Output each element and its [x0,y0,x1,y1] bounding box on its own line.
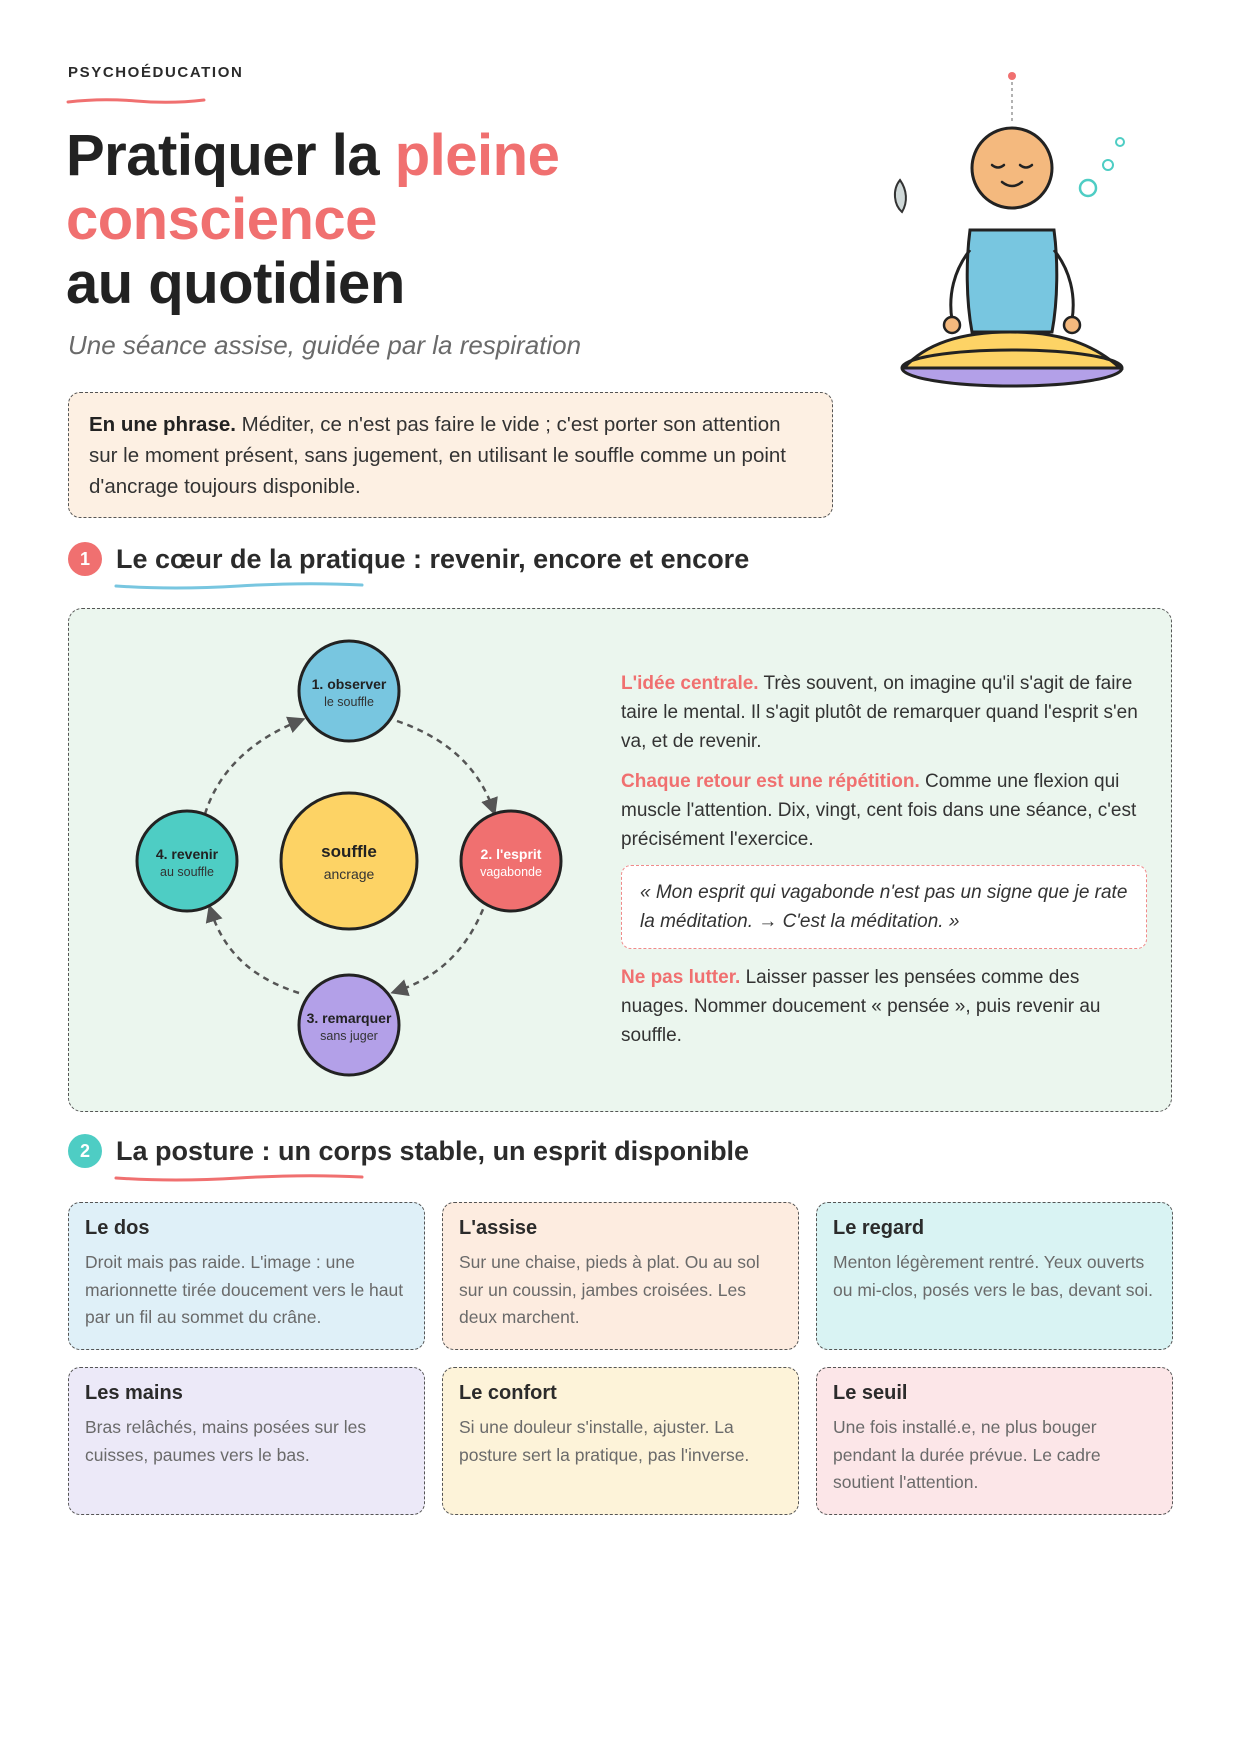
title-part1: Pratiquer la [66,123,395,188]
posture-card-hands [68,1367,425,1515]
paragraph-no-struggle [621,963,1147,1050]
section-1-title: Le cœur de la pratique : revenir, encore et encore [116,543,750,574]
card-text: Menton légèrement rentré. Yeux ouverts ou mi-clos, posés vers le bas, devant soi. [833,1252,1154,1300]
cycle-center-node [281,793,417,929]
title-accent1: pleine [394,123,560,188]
card-title: Le confort [459,1382,557,1404]
cycle-step-1-title: 1. observer [311,676,387,692]
cycle-step-2-sub: vagabonde [480,865,542,879]
attention-cycle-diagram [119,639,579,1079]
practice-explanation [621,669,1147,1061]
posture-card-gaze [816,1202,1173,1350]
meditating-figure-illustration [880,70,1140,400]
cycle-step-4-node [137,811,237,911]
kicker-label: PSYCHOÉDUCATION [68,64,244,81]
posture-cards-grid [68,1202,1172,1515]
cycle-step-3-title: 3. remarquer [306,1010,392,1026]
card-title: Le seuil [833,1382,908,1404]
posture-card-seat [442,1202,799,1350]
cycle-center-title: souffle [321,842,377,861]
section-1-underline [114,580,364,592]
quote-box: « Mon esprit qui vagabonde n'est pas un signe que je rate la méditation. → C'est la méditation. » [621,865,1147,949]
page-subtitle: Une séance assise, guidée par la respiration [68,330,582,360]
posture-card-comfort [442,1367,799,1515]
title-accent2: conscience [66,187,377,252]
cycle-center-sub: ancrage [323,866,375,882]
card-text: Bras relâchés, mains posées sur les cuisses, paumes vers le bas. [85,1417,367,1465]
section-1-number: 1 [68,542,102,576]
no-struggle-lead: Ne pas lutter. [621,967,741,988]
cycle-step-2-title: 2. l'esprit [480,846,542,862]
no-struggle-text: Laisser passer les pensées comme des nuages. Nommer doucement « pensée », puis revenir au souffle. [621,967,1101,1046]
section-2-underline [114,1172,364,1184]
summary-box [68,392,833,518]
section-1-heading [68,542,749,576]
card-title: Le regard [833,1217,925,1239]
card-text: Une fois installé.e, ne plus bouger pendant la durée prévue. Le cadre soutient l'attention. [833,1417,1101,1492]
practice-panel [68,608,1172,1112]
central-idea-text: Très souvent, on imagine qu'il s'agit de faire taire le mental. Il s'agit plutôt de remarquer quand l'esprit s'en va, et de revenir. [621,673,1138,752]
card-text: Si une douleur s'installe, ajuster. La posture sert la pratique, pas l'inverse. [459,1417,750,1465]
summary-text: Méditer, ce n'est pas faire le vide ; c'est porter son attention sur le moment présent, sans jugement, en utilisant le souffle comme un point d'ancrage toujours disponible. [89,413,786,498]
section-2-number: 2 [68,1134,102,1168]
repetition-lead: Chaque retour est une répétition. [621,771,920,792]
posture-card-threshold [816,1367,1173,1515]
page-title [66,124,559,316]
repetition-text: Comme une flexion qui muscle l'attention. Dix, vingt, cent fois dans une séance, c'est précisément l'exercice. [621,771,1137,850]
card-text: Sur une chaise, pieds à plat. Ou au sol sur un coussin, jambes croisées. Les deux marchent. [459,1252,760,1327]
cycle-step-2-node [461,811,561,911]
cycle-step-1-node [299,641,399,741]
card-title: L'assise [459,1217,538,1239]
title-part3: au quotidien [66,251,405,316]
card-text: Droit mais pas raide. L'image : une marionnette tirée doucement vers le haut par un fil au sommet du crâne. [85,1252,404,1327]
cycle-step-4-sub: au souffle [160,865,214,879]
cycle-step-3-sub: sans juger [320,1029,378,1043]
section-2-heading [68,1134,749,1168]
cycle-step-4-title: 4. revenir [155,846,219,862]
section-2-title: La posture : un corps stable, un esprit disponible [116,1135,750,1166]
summary-lead: En une phrase. [89,413,236,436]
card-title: Le dos [85,1217,150,1239]
card-title: Les mains [85,1382,183,1404]
kicker-underline [66,96,206,106]
cycle-step-1-sub: le souffle [324,695,374,709]
central-idea-lead: L'idée centrale. [621,673,759,694]
posture-card-back [68,1202,425,1350]
paragraph-repetition [621,767,1147,854]
paragraph-central-idea [621,669,1147,756]
cycle-step-3-node [299,975,399,1075]
